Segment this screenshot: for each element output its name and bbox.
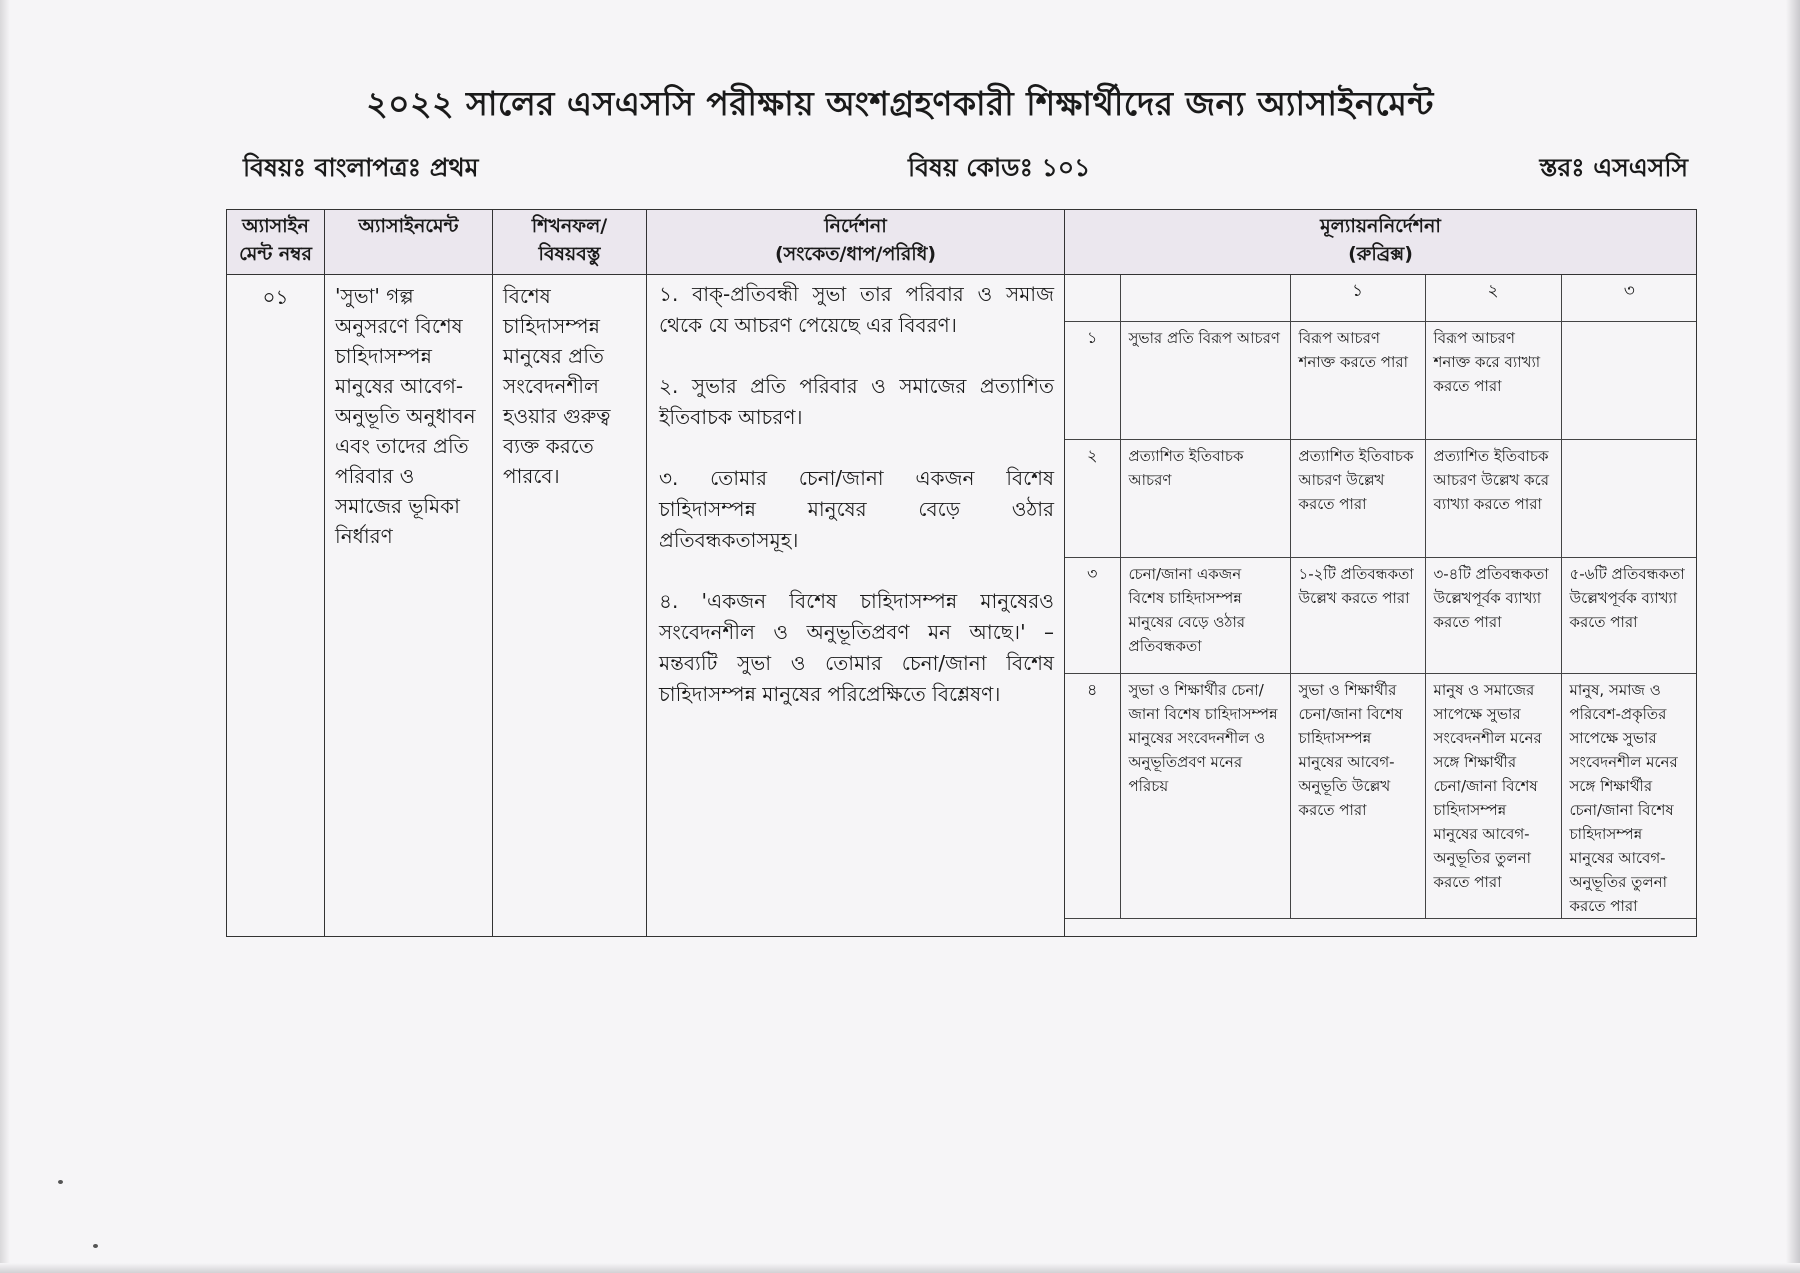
rubric-row (1065, 322, 1697, 440)
scan-speck (93, 1244, 98, 1248)
rubric-level-header: ২ (1425, 275, 1561, 322)
instruction-item: ৪. 'একজন বিশেষ চাহিদাসম্পন্ন মানুষেরও সংবেদনশীল ও অনুভূতিপ্রবণ মন আছে।' – মন্তব্যটি সুভা ও তোমার চেনা/জানা বিশেষ চাহিদাসম্পন্ন মানুষের পরিপ্রেক্ষিতে বিশ্লেষণ। (659, 589, 1054, 706)
assignment-cell (325, 275, 493, 937)
rubric-header-empty (1065, 275, 1120, 322)
instruction-item: ২. সুভার প্রতি পরিবার ও সমাজের প্রত্যাশিত ইতিবাচক আচরণ। (659, 374, 1054, 429)
rubric-header-empty (1120, 275, 1290, 322)
header-instructions: নির্দেশনা (সংকেত/ধাপ/পরিধি) (647, 210, 1065, 275)
assignment-number-cell (227, 275, 325, 937)
instructions-cell (647, 275, 1065, 937)
learning-outcome-text: বিশেষ চাহিদাসম্পন্ন মানুষের প্রতি সংবেদনশীল হওয়ার গুরুত্ব ব্যক্ত করতে পারবে। (503, 284, 611, 488)
subject-code-label: বিষয় কোডঃ ১০১ (908, 153, 1091, 182)
rubric-empty-cell (1065, 919, 1697, 937)
header-rubric: মূল্যায়ননির্দেশনা (রুব্রিক্স) (1065, 210, 1697, 275)
assignment-number: ০১ (262, 285, 289, 309)
rubric-level-1: সুভা ও শিক্ষার্থীর চেনা/জানা বিশেষ চাহিদাসম্পন্ন মানুষের আবেগ-অনুভূতি উল্লেখ করতে পারা (1290, 674, 1425, 919)
rubric-level-3: ৫-৬টি প্রতিবন্ধকতা উল্লেখপূর্বক ব্যাখ্যা করতে পারা (1561, 558, 1697, 674)
scan-edge-right (1786, 0, 1800, 1273)
rubric-row (1065, 440, 1697, 558)
assignment-text: 'সুভা' গল্প অনুসরণে বিশেষ চাহিদাসম্পন্ন মানুষের আবেগ-অনুভূতি অনুধাবন এবং তাদের প্রতি পরিবার ও সমাজের ভূমিকা নির্ধারণ (335, 284, 476, 548)
rubric-level-3 (1561, 322, 1697, 440)
level-label: স্তরঃ এসএসসি (1539, 153, 1688, 182)
table-row (227, 275, 1697, 937)
rubric-criterion: প্রত্যাশিত ইতিবাচক আচরণ (1120, 440, 1290, 558)
rubric-level-header: ৩ (1561, 275, 1697, 322)
rubric-header-row (1065, 275, 1697, 322)
header-assignment: অ্যাসাইনমেন্ট (325, 210, 493, 275)
rubric-level-3 (1561, 440, 1697, 558)
rubric-row (1065, 674, 1697, 919)
rubric-level-1: প্রত্যাশিত ইতিবাচক আচরণ উল্লেখ করতে পারা (1290, 440, 1425, 558)
rubric-level-2: বিরূপ আচরণ শনাক্ত করে ব্যাখ্যা করতে পারা (1425, 322, 1561, 440)
rubric-table (1065, 275, 1697, 936)
rubric-level-3: মানুষ, সমাজ ও পরিবেশ-প্রকৃতির সাপেক্ষে সুভার সংবেদনশীল মনের সঙ্গে শিক্ষার্থীর চেনা/জানা বিশেষ চাহিদাসম্পন্ন মানুষের আবেগ-অনুভূতির তুলনা করতে পারা (1561, 674, 1697, 919)
rubric-level-1: বিরূপ আচরণ শনাক্ত করতে পারা (1290, 322, 1425, 440)
rubric-cell (1065, 275, 1697, 937)
rubric-empty-row (1065, 919, 1697, 937)
rubric-level-2: মানুষ ও সমাজের সাপেক্ষে সুভার সংবেদনশীল মনের সঙ্গে শিক্ষার্থীর চেনা/জানা বিশেষ চাহিদাসম্পন্ন মানুষের আবেগ-অনুভূতির তুলনা করতে পারা (1425, 674, 1561, 919)
table-header-row (227, 210, 1697, 275)
rubric-criterion: চেনা/জানা একজন বিশেষ চাহিদাসম্পন্ন মানুষের বেড়ে ওঠার প্রতিবন্ধকতা (1120, 558, 1290, 674)
rubric-row (1065, 558, 1697, 674)
instruction-item: ৩. তোমার চেনা/জানা একজন বিশেষ চাহিদাসম্পন্ন মানুষের বেড়ে ওঠার প্রতিবন্ধকতাসমূহ। (659, 466, 1054, 552)
rubric-level-1: ১-২টি প্রতিবন্ধকতা উল্লেখ করতে পারা (1290, 558, 1425, 674)
scan-edge-bottom (0, 1263, 1800, 1273)
learning-outcome-cell (493, 275, 647, 937)
rubric-row-number: ৩ (1065, 558, 1120, 674)
rubric-level-2: ৩-৪টি প্রতিবন্ধকতা উল্লেখপূর্বক ব্যাখ্যা করতে পারা (1425, 558, 1561, 674)
subject-label: বিষয়ঃ বাংলাপত্রঃ প্রথম (243, 153, 479, 182)
rubric-row-number: ১ (1065, 322, 1120, 440)
rubric-criterion: সুভার প্রতি বিরূপ আচরণ (1120, 322, 1290, 440)
header-learning-outcome: শিখনফল/ বিষয়বস্তু (493, 210, 647, 275)
header-assignment-number: অ্যাসাইন মেন্ট নম্বর (227, 210, 325, 275)
assignment-table (226, 209, 1697, 937)
instruction-item: ১. বাক্-প্রতিবন্ধী সুভা তার পরিবার ও সমাজ থেকে যে আচরণ পেয়েছে এর বিবরণ। (659, 282, 1054, 337)
scan-speck (58, 1180, 63, 1184)
rubric-criterion: সুভা ও শিক্ষার্থীর চেনা/জানা বিশেষ চাহিদাসম্পন্ন মানুষের সংবেদনশীল ও অনুভূতিপ্রবণ মনের পরিচয় (1120, 674, 1290, 919)
scan-edge-left (0, 0, 10, 1273)
rubric-row-number: ৪ (1065, 674, 1120, 919)
document-title: ২০২২ সালের এসএসসি পরীক্ষায় অংশগ্রহণকারী শিক্ষার্থীদের জন্য অ্যাসাইনমেন্ট (366, 84, 1434, 123)
rubric-level-header: ১ (1290, 275, 1425, 322)
rubric-row-number: ২ (1065, 440, 1120, 558)
rubric-level-2: প্রত্যাশিত ইতিবাচক আচরণ উল্লেখ করে ব্যাখ্যা করতে পারা (1425, 440, 1561, 558)
